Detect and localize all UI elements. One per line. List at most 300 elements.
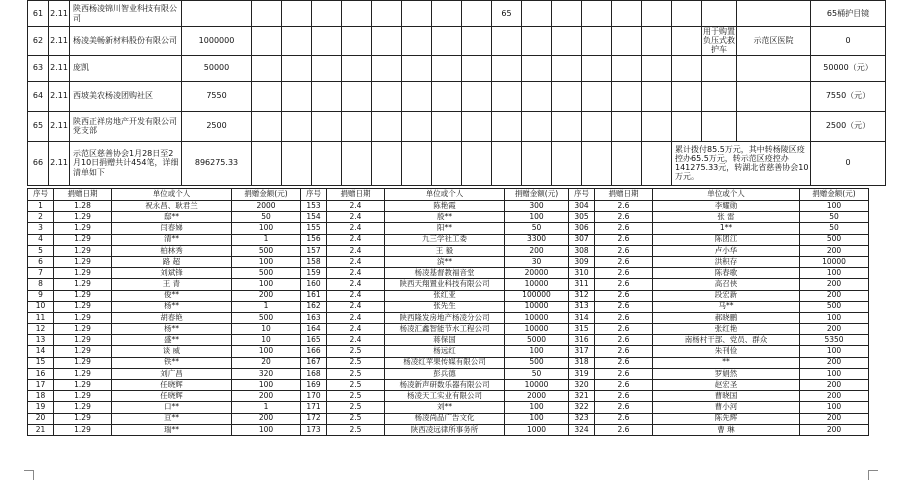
empty-cell bbox=[522, 81, 552, 111]
serial-number: 168 bbox=[301, 368, 327, 379]
serial-number: 306 bbox=[569, 223, 595, 234]
donor-name: 任晓辉 bbox=[112, 380, 232, 391]
empty-cell bbox=[582, 81, 612, 111]
crop-mark bbox=[868, 470, 878, 480]
serial-number: 158 bbox=[301, 256, 327, 267]
empty-cell bbox=[372, 55, 402, 81]
recipient bbox=[737, 111, 811, 141]
donation-amount: 20000 bbox=[505, 268, 569, 279]
donor-name: 盛** bbox=[112, 335, 232, 346]
serial-number: 166 bbox=[301, 346, 327, 357]
goods-total: 7550（元） bbox=[811, 81, 886, 111]
donor-name: 示范区慈善协会1月28日至2月10日捐赠共计454笔，详细清单如下 bbox=[70, 141, 182, 185]
empty-cell bbox=[642, 1, 672, 27]
serial-number: 12 bbox=[28, 324, 54, 335]
donation-date: 2.4 bbox=[327, 212, 385, 223]
empty-cell bbox=[402, 1, 432, 27]
donor-name: 杨凌天工实业有限公司 bbox=[385, 391, 505, 402]
donor-name: 杨凌红苹果传媒有限公司 bbox=[385, 357, 505, 368]
donation-amount: 100 bbox=[232, 380, 301, 391]
donation-date: 1.29 bbox=[54, 212, 112, 223]
donor-name: 谈 威 bbox=[112, 346, 232, 357]
goods-total: 0 bbox=[811, 27, 886, 56]
donor-name: ** bbox=[653, 357, 800, 368]
serial-number: 317 bbox=[569, 346, 595, 357]
donor-name: 瑞** bbox=[112, 424, 232, 435]
donation-date: 2.11 bbox=[49, 27, 70, 56]
serial-number: 156 bbox=[301, 234, 327, 245]
empty-cell bbox=[672, 81, 702, 111]
table-row bbox=[28, 368, 869, 379]
empty-cell bbox=[282, 111, 312, 141]
serial-number: 307 bbox=[569, 234, 595, 245]
donation-amount: 100 bbox=[800, 201, 869, 212]
donor-name: 阳** bbox=[385, 223, 505, 234]
empty-cell bbox=[252, 55, 282, 81]
donor-name: 亘** bbox=[112, 413, 232, 424]
donor-name: 杨凌新声研数乐器有限公司 bbox=[385, 380, 505, 391]
empty-cell bbox=[282, 27, 312, 56]
donation-date: 2.6 bbox=[595, 279, 653, 290]
usage-note bbox=[702, 81, 737, 111]
donation-date: 2.4 bbox=[327, 301, 385, 312]
donor-name: 李耀勋 bbox=[653, 201, 800, 212]
empty-cell bbox=[552, 27, 582, 56]
donation-date: 2.6 bbox=[595, 324, 653, 335]
recipient bbox=[737, 55, 811, 81]
donor-name: 张红艳 bbox=[653, 324, 800, 335]
serial-number: 159 bbox=[301, 268, 327, 279]
empty-cell bbox=[612, 55, 642, 81]
usage-note bbox=[702, 1, 737, 27]
table-row bbox=[28, 245, 869, 256]
empty-cell bbox=[342, 141, 372, 185]
empty-cell bbox=[612, 111, 642, 141]
serial-number: 321 bbox=[569, 391, 595, 402]
empty-cell bbox=[672, 111, 702, 141]
donor-name: 张红亚 bbox=[385, 290, 505, 301]
donation-date: 2.4 bbox=[327, 335, 385, 346]
serial-number: 16 bbox=[28, 368, 54, 379]
donor-name: 马** bbox=[653, 301, 800, 312]
donor-name: 杨** bbox=[112, 301, 232, 312]
table-row bbox=[28, 201, 869, 212]
empty-cell bbox=[342, 111, 372, 141]
serial-number: 161 bbox=[301, 290, 327, 301]
empty-cell bbox=[462, 111, 492, 141]
donation-amount: 200 bbox=[232, 391, 301, 402]
empty-cell bbox=[252, 1, 282, 27]
donation-amount: 200 bbox=[800, 424, 869, 435]
donation-date: 2.5 bbox=[327, 424, 385, 435]
empty-cell bbox=[582, 1, 612, 27]
donation-amount: 896275.33 bbox=[182, 141, 252, 185]
serial-number: 15 bbox=[28, 357, 54, 368]
empty-cell bbox=[642, 111, 672, 141]
donor-name: 祝永昌、耿君兰 bbox=[112, 201, 232, 212]
donation-amount: 100 bbox=[800, 368, 869, 379]
table-row bbox=[28, 312, 869, 323]
donor-name: 刘斌锋 bbox=[112, 268, 232, 279]
donation-amount: 500 bbox=[232, 312, 301, 323]
donation-amount: 20 bbox=[232, 357, 301, 368]
serial-number: 304 bbox=[569, 201, 595, 212]
donation-amount: 200 bbox=[800, 324, 869, 335]
serial-number: 324 bbox=[569, 424, 595, 435]
donation-date: 1.29 bbox=[54, 312, 112, 323]
donation-amount: 7550 bbox=[182, 81, 252, 111]
donation-date: 2.4 bbox=[327, 234, 385, 245]
empty-cell bbox=[432, 81, 462, 111]
table-row bbox=[28, 424, 869, 435]
empty-cell bbox=[432, 111, 462, 141]
goods-quantity bbox=[492, 111, 522, 141]
empty-cell bbox=[372, 111, 402, 141]
empty-cell bbox=[312, 27, 342, 56]
donation-date: 1.28 bbox=[54, 201, 112, 212]
donation-amount: 1 bbox=[232, 234, 301, 245]
header-cell: 序号 bbox=[569, 189, 595, 201]
donation-amount: 50 bbox=[505, 368, 569, 379]
table-row bbox=[28, 268, 869, 279]
donation-date: 2.6 bbox=[595, 424, 653, 435]
donor-name: 俊** bbox=[112, 290, 232, 301]
donation-amount: 200 bbox=[232, 413, 301, 424]
serial-number: 305 bbox=[569, 212, 595, 223]
empty-cell bbox=[642, 81, 672, 111]
donation-date: 2.6 bbox=[595, 290, 653, 301]
empty-cell bbox=[282, 141, 312, 185]
donation-amount: 100 bbox=[800, 268, 869, 279]
empty-cell bbox=[582, 111, 612, 141]
donation-date: 2.11 bbox=[49, 141, 70, 185]
donor-name: 郝晓鹏 bbox=[653, 312, 800, 323]
table-row bbox=[28, 357, 869, 368]
donation-amount: 50 bbox=[505, 223, 569, 234]
serial-number: 7 bbox=[28, 268, 54, 279]
donor-name: 朱刊俭 bbox=[653, 346, 800, 357]
serial-number: 19 bbox=[28, 402, 54, 413]
empty-cell bbox=[252, 111, 282, 141]
row-number: 66 bbox=[28, 141, 49, 185]
header-cell: 序号 bbox=[28, 189, 54, 201]
donor-name: 段宏新 bbox=[653, 290, 800, 301]
row-number: 62 bbox=[28, 27, 49, 56]
serial-number: 319 bbox=[569, 368, 595, 379]
header-cell: 捐赠金额(元) bbox=[505, 189, 569, 201]
donation-amount: 10 bbox=[232, 335, 301, 346]
empty-cell bbox=[432, 1, 462, 27]
donation-date: 2.5 bbox=[327, 380, 385, 391]
empty-cell bbox=[282, 55, 312, 81]
donation-amount: 500 bbox=[505, 357, 569, 368]
goods-total: 0 bbox=[811, 141, 886, 185]
table-row bbox=[28, 402, 869, 413]
usage-note: 累计拨付85.5万元，其中转杨陵区疫控办65.5万元，转示范区疫控办141275.33元，转湖北省慈善协会10万元。 bbox=[672, 141, 811, 185]
donation-date: 2.6 bbox=[595, 413, 653, 424]
table-row bbox=[28, 391, 869, 402]
donation-date: 2.6 bbox=[595, 346, 653, 357]
empty-cell bbox=[402, 27, 432, 56]
header-cell: 捐赠金额(元) bbox=[800, 189, 869, 201]
serial-number: 323 bbox=[569, 413, 595, 424]
donation-amount: 500 bbox=[800, 301, 869, 312]
row-number: 64 bbox=[28, 81, 49, 111]
donation-date: 2.6 bbox=[595, 312, 653, 323]
donation-date: 2.6 bbox=[595, 245, 653, 256]
donation-date: 2.5 bbox=[327, 357, 385, 368]
donor-name: 清** bbox=[112, 234, 232, 245]
donation-amount: 200 bbox=[800, 279, 869, 290]
empty-cell bbox=[312, 55, 342, 81]
donation-amount: 100 bbox=[232, 256, 301, 267]
empty-cell bbox=[252, 141, 282, 185]
empty-cell bbox=[672, 55, 702, 81]
donation-amount: 1000 bbox=[505, 424, 569, 435]
donation-date: 2.6 bbox=[595, 234, 653, 245]
empty-cell bbox=[522, 55, 552, 81]
empty-cell bbox=[672, 1, 702, 27]
donation-amount: 10000 bbox=[800, 256, 869, 267]
table-row bbox=[28, 234, 869, 245]
table-header-row bbox=[28, 189, 869, 201]
serial-number: 314 bbox=[569, 312, 595, 323]
empty-cell bbox=[312, 1, 342, 27]
donor-name: 胡春艳 bbox=[112, 312, 232, 323]
empty-cell bbox=[642, 141, 672, 185]
empty-cell bbox=[612, 1, 642, 27]
donor-name: 口** bbox=[112, 402, 232, 413]
goods-quantity bbox=[492, 81, 522, 111]
donation-date: 2.4 bbox=[327, 279, 385, 290]
donation-amount: 100 bbox=[800, 402, 869, 413]
donation-amount: 200 bbox=[800, 413, 869, 424]
donor-name: 滨** bbox=[385, 256, 505, 267]
serial-number: 315 bbox=[569, 324, 595, 335]
donation-date: 1.29 bbox=[54, 223, 112, 234]
donation-amount: 5000 bbox=[505, 335, 569, 346]
empty-cell bbox=[552, 111, 582, 141]
table-row bbox=[28, 324, 869, 335]
serial-number: 10 bbox=[28, 301, 54, 312]
usage-note: 用于购置负压式救护车 bbox=[703, 27, 735, 55]
donation-date: 2.6 bbox=[595, 201, 653, 212]
serial-number: 2 bbox=[28, 212, 54, 223]
donation-date: 2.4 bbox=[327, 290, 385, 301]
donation-date: 1.29 bbox=[54, 391, 112, 402]
empty-cell bbox=[402, 111, 432, 141]
serial-number: 5 bbox=[28, 245, 54, 256]
donor-name: 柏林秀 bbox=[112, 245, 232, 256]
donor-name: 路 超 bbox=[112, 256, 232, 267]
donor-name: 张先生 bbox=[385, 301, 505, 312]
empty-cell bbox=[672, 27, 702, 56]
donation-date: 2.5 bbox=[327, 368, 385, 379]
empty-cell bbox=[612, 81, 642, 111]
donation-amount: 300 bbox=[505, 201, 569, 212]
donor-name: 洪积存 bbox=[653, 256, 800, 267]
table-row bbox=[28, 256, 869, 267]
empty-cell bbox=[612, 141, 642, 185]
donation-date: 2.11 bbox=[49, 55, 70, 81]
donation-amount: 200 bbox=[800, 380, 869, 391]
goods-quantity bbox=[492, 55, 522, 81]
donation-date: 1.29 bbox=[54, 368, 112, 379]
donation-amount: 5350 bbox=[800, 335, 869, 346]
donation-date: 2.6 bbox=[595, 223, 653, 234]
table-row bbox=[28, 346, 869, 357]
donor-name: 蒋保国 bbox=[385, 335, 505, 346]
donor-name: 杨凌基督教福音堂 bbox=[385, 268, 505, 279]
donation-amount: 2000 bbox=[232, 201, 301, 212]
goods-quantity: 65 bbox=[492, 1, 522, 27]
donation-date: 1.29 bbox=[54, 301, 112, 312]
donation-amount bbox=[182, 1, 252, 27]
serial-number: 318 bbox=[569, 357, 595, 368]
empty-cell bbox=[312, 81, 342, 111]
empty-cell bbox=[312, 111, 342, 141]
donation-date: 1.29 bbox=[54, 279, 112, 290]
empty-cell bbox=[252, 81, 282, 111]
header-cell: 单位或个人 bbox=[385, 189, 505, 201]
donation-amount: 100 bbox=[232, 424, 301, 435]
donor-name: 九三学社工委 bbox=[385, 234, 505, 245]
donation-date: 2.5 bbox=[327, 346, 385, 357]
donation-detail-table bbox=[27, 188, 869, 436]
empty-cell bbox=[522, 27, 552, 56]
recipient bbox=[737, 1, 811, 27]
serial-number: 1 bbox=[28, 201, 54, 212]
empty-cell bbox=[372, 27, 402, 56]
empty-cell bbox=[282, 81, 312, 111]
donor-name: 陕西隆发房地产杨凌分公司 bbox=[385, 312, 505, 323]
goods-total: 2500（元） bbox=[811, 111, 886, 141]
donor-name: 曹小河 bbox=[653, 402, 800, 413]
empty-cell bbox=[312, 141, 342, 185]
empty-cell bbox=[372, 81, 402, 111]
donation-date: 2.4 bbox=[327, 223, 385, 234]
header-cell: 捐赠日期 bbox=[595, 189, 653, 201]
donation-amount: 100 bbox=[232, 346, 301, 357]
goods-total: 50000（元） bbox=[811, 55, 886, 81]
donation-date: 2.4 bbox=[327, 312, 385, 323]
donor-name: 卢小华 bbox=[653, 245, 800, 256]
recipient: 示范区医院 bbox=[737, 27, 811, 56]
donation-date: 2.4 bbox=[327, 201, 385, 212]
donation-date: 2.4 bbox=[327, 256, 385, 267]
serial-number: 154 bbox=[301, 212, 327, 223]
header-cell: 捐赠日期 bbox=[54, 189, 112, 201]
table-row bbox=[28, 413, 869, 424]
summary-row bbox=[28, 55, 900, 81]
serial-number: 11 bbox=[28, 312, 54, 323]
donation-amount: 100 bbox=[505, 346, 569, 357]
empty-cell bbox=[372, 1, 402, 27]
serial-number: 157 bbox=[301, 245, 327, 256]
donation-date: 2.4 bbox=[327, 268, 385, 279]
donation-amount: 1 bbox=[232, 301, 301, 312]
goods-total: 65桶护目镜 bbox=[811, 1, 886, 27]
table-row bbox=[28, 380, 869, 391]
summary-row bbox=[28, 111, 900, 141]
header-cell: 单位或个人 bbox=[112, 189, 232, 201]
donor-name: 殷** bbox=[385, 212, 505, 223]
serial-number: 164 bbox=[301, 324, 327, 335]
serial-number: 308 bbox=[569, 245, 595, 256]
empty-cell bbox=[582, 55, 612, 81]
empty-cell bbox=[462, 27, 492, 56]
donor-name: 张 雷 bbox=[653, 212, 800, 223]
summary-table bbox=[27, 0, 900, 186]
serial-number: 169 bbox=[301, 380, 327, 391]
table-row bbox=[28, 335, 869, 346]
donation-date: 1.29 bbox=[54, 245, 112, 256]
empty-cell bbox=[342, 81, 372, 111]
donor-name: 罗娟然 bbox=[653, 368, 800, 379]
donation-amount: 100 bbox=[800, 346, 869, 357]
serial-number: 320 bbox=[569, 380, 595, 391]
serial-number: 18 bbox=[28, 391, 54, 402]
donation-date: 2.6 bbox=[595, 391, 653, 402]
donor-name: 陈团江 bbox=[653, 234, 800, 245]
donor-name: 刘** bbox=[385, 402, 505, 413]
row-number: 63 bbox=[28, 55, 49, 81]
donation-amount: 200 bbox=[232, 290, 301, 301]
donation-amount: 100 bbox=[232, 279, 301, 290]
serial-number: 167 bbox=[301, 357, 327, 368]
row-number: 65 bbox=[28, 111, 49, 141]
serial-number: 322 bbox=[569, 402, 595, 413]
donor-name: 闫春娣 bbox=[112, 223, 232, 234]
donation-date: 2.6 bbox=[595, 268, 653, 279]
empty-cell bbox=[522, 111, 552, 141]
donor-name: 陕西凌远律所事务所 bbox=[385, 424, 505, 435]
serial-number: 155 bbox=[301, 223, 327, 234]
donor-name: 杨凌美畅新材料股份有限公司 bbox=[70, 27, 182, 56]
empty-cell bbox=[582, 141, 612, 185]
donor-name: 1** bbox=[653, 223, 800, 234]
header-cell: 捐赠日期 bbox=[327, 189, 385, 201]
serial-number: 170 bbox=[301, 391, 327, 402]
donor-name: 赵宏圣 bbox=[653, 380, 800, 391]
donation-amount: 100 bbox=[505, 413, 569, 424]
serial-number: 309 bbox=[569, 256, 595, 267]
table-row bbox=[28, 223, 869, 234]
empty-cell bbox=[342, 55, 372, 81]
donation-date: 2.6 bbox=[595, 402, 653, 413]
donation-amount: 200 bbox=[800, 391, 869, 402]
serial-number: 310 bbox=[569, 268, 595, 279]
table-row bbox=[28, 290, 869, 301]
donation-date: 2.5 bbox=[327, 413, 385, 424]
header-cell: 序号 bbox=[301, 189, 327, 201]
donor-name: 南杨村干部、党员、群众 bbox=[653, 335, 800, 346]
empty-cell bbox=[642, 55, 672, 81]
serial-number: 9 bbox=[28, 290, 54, 301]
donation-amount: 500 bbox=[800, 234, 869, 245]
donation-amount: 200 bbox=[505, 245, 569, 256]
empty-cell bbox=[342, 27, 372, 56]
donation-date: 2.6 bbox=[595, 380, 653, 391]
donation-amount: 100 bbox=[232, 223, 301, 234]
donation-amount: 100000 bbox=[505, 290, 569, 301]
empty-cell bbox=[402, 141, 432, 185]
serial-number: 316 bbox=[569, 335, 595, 346]
empty-cell bbox=[522, 141, 552, 185]
serial-number: 313 bbox=[569, 301, 595, 312]
donor-name: 陕西天翔置业科技有限公司 bbox=[385, 279, 505, 290]
empty-cell bbox=[342, 1, 372, 27]
